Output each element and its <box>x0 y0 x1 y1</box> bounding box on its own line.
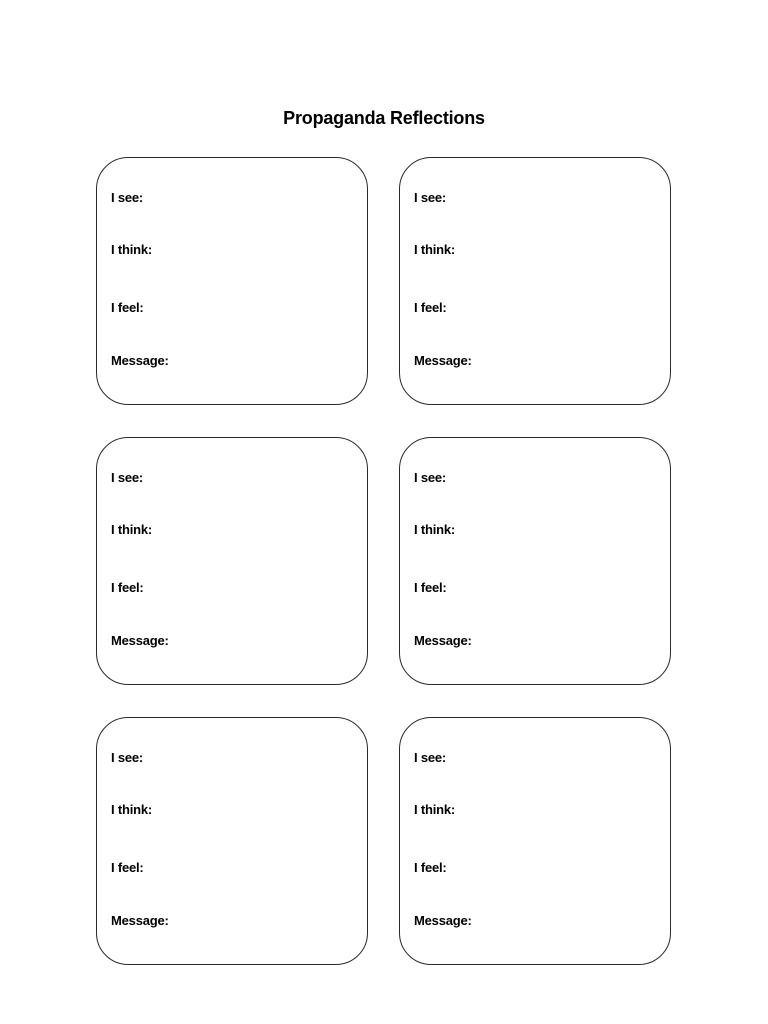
i-think-label: I think: <box>111 802 153 817</box>
i-think-label: I think: <box>414 522 456 537</box>
i-see-label: I see: <box>111 750 144 765</box>
i-think-label: I think: <box>414 242 456 257</box>
reflection-card <box>399 157 671 405</box>
i-think-label: I think: <box>414 802 456 817</box>
i-feel-label: I feel: <box>414 580 447 595</box>
reflection-card <box>399 437 671 685</box>
i-see-label: I see: <box>414 750 447 765</box>
i-see-label: I see: <box>111 470 144 485</box>
i-feel-label: I feel: <box>414 300 447 315</box>
i-feel-label: I feel: <box>111 860 144 875</box>
message-label: Message: <box>111 353 169 368</box>
i-see-label: I see: <box>111 190 144 205</box>
i-feel-label: I feel: <box>111 300 144 315</box>
reflection-card <box>96 717 368 965</box>
i-feel-label: I feel: <box>414 860 447 875</box>
message-label: Message: <box>111 913 169 928</box>
message-label: Message: <box>414 353 472 368</box>
i-feel-label: I feel: <box>111 580 144 595</box>
message-label: Message: <box>414 633 472 648</box>
i-see-label: I see: <box>414 470 447 485</box>
i-think-label: I think: <box>111 242 153 257</box>
message-label: Message: <box>414 913 472 928</box>
message-label: Message: <box>111 633 169 648</box>
reflection-card <box>399 717 671 965</box>
reflection-card <box>96 437 368 685</box>
i-see-label: I see: <box>414 190 447 205</box>
i-think-label: I think: <box>111 522 153 537</box>
page-title: Propaganda Reflections <box>283 108 485 128</box>
reflection-card <box>96 157 368 405</box>
